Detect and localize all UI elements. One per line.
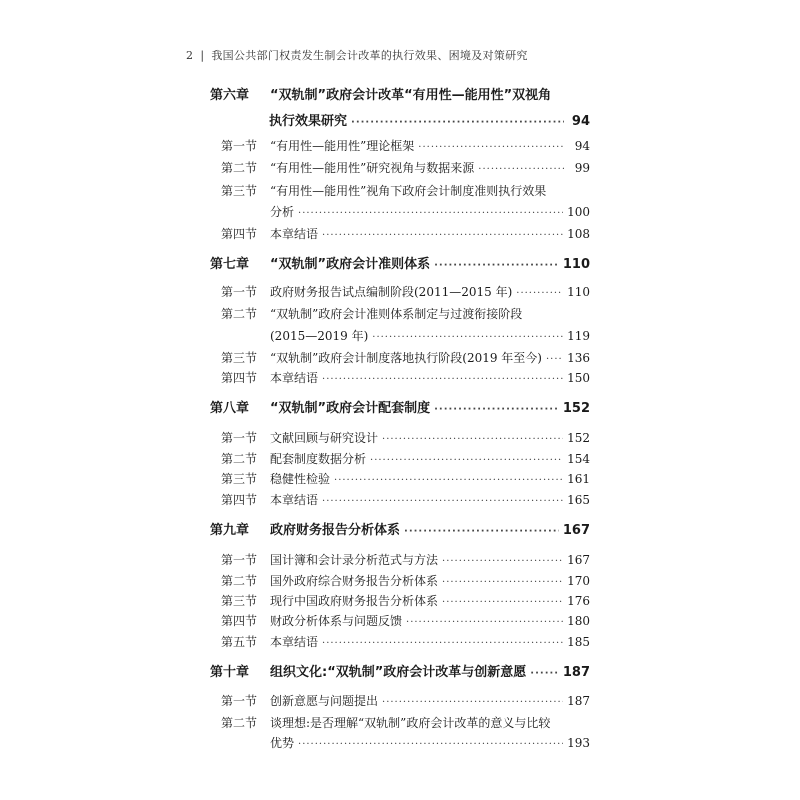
toc-entry-number: 第六章 — [210, 88, 250, 103]
toc-section[interactable] — [221, 592, 590, 609]
toc-page-number: 110 — [562, 257, 590, 272]
toc-chapter[interactable] — [210, 519, 590, 538]
toc-entry-title: 政府财务报告分析体系 — [270, 523, 401, 538]
toc-section[interactable] — [221, 305, 590, 322]
toc-section[interactable] — [221, 182, 590, 199]
toc-entry-title: (2015—2019 年) — [270, 329, 369, 343]
toc-entry-title: “双轨制”政府会计准则体系 — [270, 257, 431, 272]
toc-chapter-continued[interactable] — [269, 110, 590, 129]
toc-entry-title: 国外政府综合财务报告分析体系 — [270, 574, 439, 588]
toc-page-number: 193 — [567, 736, 590, 750]
dot-leader — [370, 455, 563, 466]
toc-page-number: 167 — [562, 523, 590, 538]
page-number: 2 — [186, 49, 194, 62]
toc-entry-title: 本章结语 — [270, 635, 319, 649]
toc-section[interactable] — [221, 612, 590, 629]
toc-section-continued[interactable] — [270, 327, 590, 344]
toc-entry-title: 本章结语 — [270, 371, 319, 385]
toc-entry-number: 第二节 — [221, 161, 258, 175]
toc-entry-number: 第三节 — [221, 351, 258, 365]
toc-entry-title: 稳健性检验 — [270, 472, 331, 486]
toc-entry-number: 第二节 — [221, 452, 258, 466]
toc-section[interactable] — [221, 470, 590, 487]
toc-section[interactable] — [221, 137, 590, 154]
dot-leader — [334, 475, 563, 486]
toc-section[interactable] — [221, 633, 590, 650]
toc-entry-number: 第十章 — [210, 665, 250, 680]
dot-leader — [372, 332, 563, 343]
toc-entry-title: 谈理想:是否理解“双轨制”政府会计改革的意义与比较 — [270, 716, 551, 730]
toc-entry-number: 第八章 — [210, 401, 250, 416]
toc-section[interactable] — [221, 225, 590, 242]
toc-entry-number: 第二节 — [221, 574, 258, 588]
toc-entry-title: “双轨制”政府会计改革“有用性—能用性”双视角 — [270, 88, 552, 103]
toc-chapter[interactable] — [210, 253, 590, 272]
toc-entry-number: 第七章 — [210, 257, 250, 272]
toc-entry-number: 第四节 — [221, 493, 258, 507]
dot-leader — [442, 556, 563, 567]
toc-page-number: 152 — [562, 401, 590, 416]
toc-entry-title: 文献回顾与研究设计 — [270, 431, 379, 445]
dot-leader — [382, 697, 563, 708]
toc-entry-title: “有用性—能用性”研究视角与数据来源 — [270, 161, 475, 175]
toc-entry-number: 第四节 — [221, 614, 258, 628]
toc-section[interactable] — [221, 283, 590, 300]
toc-section[interactable] — [221, 450, 590, 467]
toc-entry-title: 财政分析体系与问题反馈 — [270, 614, 403, 628]
toc-page-number: 180 — [567, 614, 590, 628]
toc-section[interactable] — [221, 429, 590, 446]
toc-section[interactable] — [221, 551, 590, 568]
toc-page-number: 176 — [567, 594, 590, 608]
toc-entry-title: “双轨制”政府会计制度落地执行阶段(2019 年至今) — [270, 351, 542, 365]
toc-page-number: 94 — [571, 114, 590, 129]
toc-page-number: 99 — [574, 161, 590, 175]
dot-leader — [434, 260, 559, 271]
toc-entry-number: 第四节 — [221, 371, 258, 385]
dot-leader — [351, 117, 564, 128]
dot-leader — [322, 638, 563, 649]
toc-entry-number: 第三节 — [221, 594, 258, 608]
toc-entry-title: 政府财务报告试点编制阶段(2011—2015 年) — [270, 285, 513, 299]
toc-entry-title: “有用性—能用性”理论框架 — [270, 139, 415, 153]
dot-leader — [406, 617, 563, 628]
dot-leader — [322, 230, 563, 241]
toc-section[interactable] — [221, 714, 590, 731]
toc-page-number: 152 — [567, 431, 590, 445]
dot-leader — [546, 354, 563, 365]
dot-leader — [530, 668, 559, 679]
toc-section-continued[interactable] — [270, 203, 590, 220]
toc-entry-title: 分析 — [270, 205, 295, 219]
toc-page-number: 185 — [567, 635, 590, 649]
dot-leader — [442, 597, 563, 608]
toc-page-number: 150 — [567, 371, 590, 385]
dot-leader — [418, 142, 564, 153]
toc-page-number: 110 — [567, 285, 590, 299]
toc-section[interactable] — [221, 692, 590, 709]
toc-entry-number: 第一节 — [221, 694, 258, 708]
header-separator: | — [200, 49, 205, 62]
toc-page-number: 119 — [567, 329, 590, 343]
toc-page-number: 108 — [567, 227, 590, 241]
toc-entry-title: “双轨制”政府会计配套制度 — [270, 401, 431, 416]
toc-entry-title: 优势 — [270, 736, 295, 750]
toc-entry-number: 第五节 — [221, 635, 258, 649]
toc-entry-number: 第一节 — [221, 139, 258, 153]
toc-page-number: 167 — [567, 553, 590, 567]
dot-leader — [298, 208, 563, 219]
toc-page-number: 94 — [574, 139, 590, 153]
toc-entry-number: 第四节 — [221, 227, 258, 241]
toc-entry-number: 第二节 — [221, 716, 258, 730]
toc-section[interactable] — [221, 491, 590, 508]
toc-page-number: 187 — [562, 665, 590, 680]
toc-entry-number: 第三节 — [221, 184, 258, 198]
dot-leader — [382, 434, 563, 445]
toc-page-number: 136 — [567, 351, 590, 365]
book-title: 我国公共部门权责发生制会计改革的执行效果、困境及对策研究 — [211, 49, 528, 62]
toc-section[interactable] — [221, 159, 590, 176]
toc-entry-title: 国计簿和会计录分析范式与方法 — [270, 553, 439, 567]
toc-page-number: 161 — [567, 472, 590, 486]
dot-leader — [478, 164, 564, 175]
toc-section[interactable] — [221, 572, 590, 589]
toc-page-number: 165 — [567, 493, 590, 507]
toc-entry-number: 第九章 — [210, 523, 250, 538]
toc-entry-number: 第二节 — [221, 307, 258, 321]
toc-section[interactable] — [221, 349, 590, 366]
toc-section-continued[interactable] — [270, 734, 590, 751]
toc-entry-number: 第一节 — [221, 285, 258, 299]
dot-leader — [442, 577, 563, 588]
toc-entry-number: 第一节 — [221, 553, 258, 567]
dot-leader — [404, 526, 559, 537]
toc-section[interactable] — [221, 369, 590, 386]
toc-entry-title: “双轨制”政府会计准则体系制定与过渡衔接阶段 — [270, 307, 523, 321]
toc-entry-title: 创新意愿与问题提出 — [270, 694, 379, 708]
toc-entry-title: 执行效果研究 — [269, 114, 348, 129]
toc-entry-number: 第三节 — [221, 472, 258, 486]
toc-chapter[interactable] — [210, 397, 590, 416]
toc-page-number: 187 — [567, 694, 590, 708]
toc-entry-title: 本章结语 — [270, 493, 319, 507]
toc-entry-title: 现行中国政府财务报告分析体系 — [270, 594, 439, 608]
dot-leader — [434, 404, 559, 415]
toc-chapter[interactable] — [210, 84, 590, 103]
toc-entry-title: 组织文化:“双轨制”政府会计改革与创新意愿 — [270, 665, 527, 680]
toc-entry-title: 配套制度数据分析 — [270, 452, 367, 466]
toc-entry-number: 第一节 — [221, 431, 258, 445]
dot-leader — [322, 374, 563, 385]
toc-entry-title: 本章结语 — [270, 227, 319, 241]
toc-page-number: 170 — [567, 574, 590, 588]
dot-leader — [516, 288, 563, 299]
toc-entry-title: “有用性—能用性”视角下政府会计制度准则执行效果 — [270, 184, 547, 198]
toc-page-number: 154 — [567, 452, 590, 466]
dot-leader — [298, 739, 563, 750]
dot-leader — [322, 496, 563, 507]
toc-chapter[interactable] — [210, 661, 590, 680]
toc-page-number: 100 — [567, 205, 590, 219]
